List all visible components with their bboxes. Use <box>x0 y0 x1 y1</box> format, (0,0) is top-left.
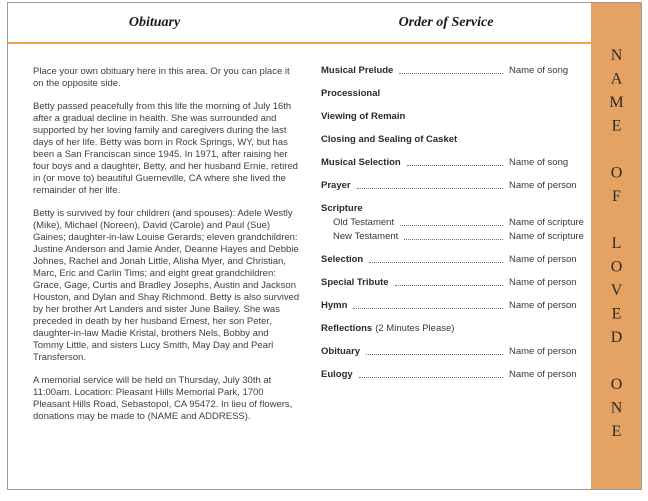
dotted-leader <box>353 308 503 309</box>
service-item-label: Closing and Sealing of Casket <box>321 134 458 145</box>
page-header <box>8 3 591 44</box>
obituary-paragraph: Betty passed peacefully from this life the morning of July 16th after a gradual decline in health. She was surrounded and supported by her loving family and caregivers during the last days of her life. Betty was born in Rock Springs, WY, but has been a San Franciscan since 1945. In 1971, after raising her four boys and a daughter, Betty, and her husband Ernie, retired in (or move to) beautiful Guerneville, CA where she lived the remainder of her life. <box>33 101 298 196</box>
service-item <box>321 202 589 215</box>
dotted-leader <box>357 188 503 189</box>
obituary-paragraph: Betty is survived by four children (and spouses): Adele Westly (Mike), Michael (Noreen), David (Carole) and Paul (Sue) Gaines; daughter-in-law Louise Gerards; eleven grandchildren: Justine Anderson and Jamie Ander, Deanne Hayes and Debbie Johnes, Rachel and Jonah Little, Alisha Myer, and Christian, Marc, Eric and Carlin Tims; and eight great grandchildren: Grace, Gage, Curtis and Bradley Josephs, Austin and Jackson Houston, and Dylan and Shay Richmond. Betty is also survived by her brother Art Landers and sister June Bailey. She was preceded in death by her husband Ernest, her son Peter, daughter-in-law Madie Kristal, brothers Nels, Bobby and Tommy Little, and sisters Lucy Smith, May Day and Pearl Transferson. <box>33 208 300 363</box>
service-item-label: Special Tribute <box>321 277 389 288</box>
order-of-service-heading: Order of Service <box>398 14 494 30</box>
dotted-leader <box>369 262 503 263</box>
service-item <box>321 156 589 169</box>
dotted-leader <box>399 73 503 74</box>
service-item-value: Name of person <box>509 300 577 311</box>
loved-one-name-vertical-text: NAME OF LOVED ONE <box>608 47 625 447</box>
service-item-value: Name of scripture <box>509 217 584 228</box>
service-item <box>321 345 589 358</box>
obituary-column <box>8 44 301 434</box>
service-item <box>321 179 589 192</box>
service-item <box>321 87 589 100</box>
service-item-note: (2 Minutes Please) <box>375 323 455 334</box>
service-item-label: Selection <box>321 254 364 265</box>
service-item-label: Processional <box>321 88 381 99</box>
service-item-label: New Testament <box>333 231 399 242</box>
funeral-program-page <box>7 2 642 490</box>
service-item-value: Name of song <box>509 65 569 76</box>
service-item-label: Old Testament <box>333 217 395 228</box>
service-item-value: Name of person <box>509 369 577 380</box>
service-subitem <box>321 216 589 229</box>
obituary-paragraph: Place your own obituary here in this area. Or you can place it on the opposite side. <box>33 66 290 89</box>
dotted-leader <box>366 354 503 355</box>
service-item-value: Name of person <box>509 346 577 357</box>
service-item-label: Hymn <box>321 300 348 311</box>
service-item-value: Name of person <box>509 180 577 191</box>
dotted-leader <box>359 377 503 378</box>
order-of-service-column <box>301 44 591 434</box>
service-item <box>321 133 589 146</box>
service-item-label: Prayer <box>321 180 351 191</box>
service-item-value: Name of scripture <box>509 231 584 242</box>
service-item-label: Reflections <box>321 323 373 334</box>
page-body <box>8 44 591 434</box>
service-item-value: Name of song <box>509 157 569 168</box>
service-item-label: Scripture <box>321 203 363 214</box>
service-item-label: Musical Selection <box>321 157 401 168</box>
service-item-value: Name of person <box>509 254 577 265</box>
service-item <box>321 276 589 289</box>
service-item-label: Musical Prelude <box>321 65 394 76</box>
obituary-paragraph: A memorial service will be held on Thursday, July 30th at 11:00am. Location: Pleasant Hills Memorial Park, 1700 Pleasant Hills Road, Sebastopol, CA 95472. In lieu of flowers, donations may be made to (NAME and ADDRESS). <box>33 375 293 422</box>
service-subitem <box>321 230 589 243</box>
service-item <box>321 253 589 266</box>
sidebar-name-panel <box>591 3 641 489</box>
dotted-leader <box>407 165 503 166</box>
dotted-leader <box>404 239 503 240</box>
dotted-leader <box>395 285 503 286</box>
service-item <box>321 368 589 381</box>
service-item <box>321 299 589 312</box>
service-item-value: Name of person <box>509 277 577 288</box>
service-item <box>321 64 589 77</box>
dotted-leader <box>400 225 503 226</box>
service-item <box>321 110 589 123</box>
service-item <box>321 322 589 335</box>
service-item-label: Viewing of Remain <box>321 111 406 122</box>
obituary-heading: Obituary <box>128 14 181 30</box>
service-item-label: Obituary <box>321 346 361 357</box>
service-item-label: Eulogy <box>321 369 353 380</box>
